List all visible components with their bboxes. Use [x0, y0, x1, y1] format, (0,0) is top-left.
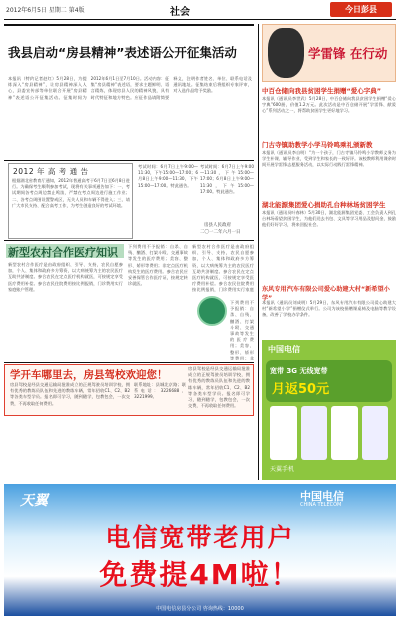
rural-medical-body: 新型农村合作医疗是由政府组织、引导、支持，农民自愿参加，个人、集体和政府多方筹资，以大病统筹为主的农民医疗互助共济制度。参合农民在定点医疗机构就医，可按规定享受医疗费用补偿。参合农民住院费用按比例报销，门诊费用实行家庭账户管理。 — [8, 262, 123, 292]
story2-title: 门古寺镇助教学小学马铃鸣乘礼颁新教 — [262, 141, 373, 149]
header-rule — [4, 19, 396, 20]
main-body: 本报讯（特约记者赵红）5月28日，为提炼深入“房县精神”，让房县精神深入人心，县委宣传部等单位联合开展“房县精神”表述语公开征集活动。征集时间为2012年6月1日至7月10日。活动内容：征集“房县精神”表述语，要求主题鲜明、语言精炼，体现房县人民的精神风貌，具有时代特征和地方特色。应征作品请附简要释义，注明作者姓名、单位、联系电话及通讯地址。征集结束后将组织专家评审，对入选作品给予奖励。 — [8, 76, 252, 100]
green-ad-product: 天翼手机 — [270, 466, 295, 473]
story1-body: 本报讯（通讯员李世武）5月28日，中百仓储向我县贫困学生捐赠“爱心字典”600册，价值1.2万元。此次活动是中百仓储开展“学雷锋、献爱心”系列活动之一，将帮助贫困学生更好地学习。 — [262, 96, 396, 114]
phone-icon — [362, 406, 389, 460]
lei-feng-banner-text: 学雷锋 在行动 — [308, 46, 388, 61]
lei-feng-portrait-icon — [268, 28, 304, 78]
rural-medical-body-cont: 下列费用不予报销：自杀、自残、酗酒、打架斗殴、交通事故等发生的医疗费用；美容、整形、矫形等费用；非定点医疗机构发生的医疗费用。参合农民应妥善保管合作医疗证，按规定转诊就医。 — [128, 244, 188, 287]
exam-notice-title: 2012 年 高 考 通 告 — [13, 167, 89, 176]
driving-school-contact: 联系地址：县城北京路；联系电话：3226688、3221999。 — [134, 382, 186, 400]
exam-notice-body-cont: 考试时间：6月7日上午9:00—11:30，下午15:00—17:00；6月8日上午9:00—11:30，下午15:00—17:00。特此通告。 — [138, 164, 198, 188]
exam-notice-body: 根据湖北省教育厅通知，2012年普通高考于6月7日至6月8日进行。为确保考生顺利参加考试，现将有关事项通告如下：一、考试期间各考点周边禁止鸣笛，严禁在考点周边进行施工作业；二、各考点周围设置警戒区，无关人员和车辆不得进入；三、请广大市民支持、配合高考工作，为考生创造良好的考试环境。 — [12, 178, 130, 208]
bottom-ad-footer: 中国电信房县分公司 咨询热线：10000 — [156, 606, 244, 612]
column-divider — [258, 24, 259, 480]
exam-notice-date: 二〇一二年六月一日 — [200, 230, 241, 235]
main-headline: 我县启动“房县精神”表述语公开征集活动 — [8, 45, 237, 60]
green-ad-brand: 中国电信 — [268, 345, 300, 354]
exam-notice-body-cont2: 考试时间：6月7日上午9:00—11:30，下午15:00—17:00；6月8日上午9:00—11:30，下午15:00—17:00。特此通告。 — [200, 164, 254, 194]
story3-title: 湖北能源集团爱心捐助孔台种林场贫困学生 — [262, 201, 386, 209]
rural-medical-body-cont3: 下列费用不予报销：自杀、自残、酗酒、打架斗殴、交通事故等发生的医疗费用；美容、整形、矫形等费用；非 — [230, 300, 254, 360]
issue-date: 2012年6月5日 星期二 第4版 — [6, 7, 85, 14]
green-ad-tagline: 宽带 3G 无线宽带 — [270, 367, 328, 375]
bottom-ad-line2: 免费提4M啦！ — [99, 558, 301, 591]
bottom-ad-brand-en: CHINA TELECOM — [300, 502, 342, 508]
rural-medical-body-cont2: 新型农村合作医疗是由政府组织、引导、支持，农民自愿参加，个人、集体和政府多方筹资，以大病统筹为主的农民医疗互助共济制度。参合农民在定点医疗机构就医，可按规定享受医疗费用补偿。参合农民住院费用按比例报销，门诊费用实行家庭 — [192, 244, 254, 293]
exam-notice-signer: 房县人民政府 — [204, 223, 231, 228]
story1-title: 中百仓储向我县贫困学生捐赠“爱心字典” — [262, 87, 382, 95]
phone-icon — [270, 406, 297, 460]
medical-bottom-rule — [4, 362, 254, 363]
exam-notice-box — [8, 163, 133, 239]
driving-school-body: 房县驾校是经县交通运输局批准成立的正规驾驶员培训学校，拥有优秀的教练员队伍和先进的教练车辆，常年招收C1、C2、B2等各类车型学员。报名即可学习，随到随学，包教包会，一次交费，不再收取任何费用。 — [10, 382, 130, 406]
main-top-rule — [4, 24, 254, 26]
phone-icon — [331, 406, 358, 460]
story4-body: 本报讯（通讯员刘成明）5月29日，东风专用汽车有限公司爱心助建大村“新希望小学”捐赠仪式举行。公司为该校捐赠课桌椅及电脑等教学设备，改善了学校办学条件。 — [262, 300, 396, 318]
medical-emblem-icon — [197, 296, 227, 326]
driving-school-body-cont: 房县驾校是经县交通运输局批准成立的正规驾驶员培训学校，拥有优秀的教练员队伍和先进的教练车辆，常年招收C1、C2、B2等各类车型学员。报名即可学习，随到随学，包教包会，一次交费，不再收取任何费用。 — [188, 366, 250, 409]
bottom-ad-line1: 电信宽带老用户 — [105, 523, 295, 552]
phone-icon — [301, 406, 328, 460]
story4-title: 东风专用汽车有限公司爱心助建大村“新希望小学” — [262, 286, 390, 302]
story3-body: 本报讯（通讯员叶春林）5月30日，湖北能源集团党委、工会负责人到孔台林场看望贫困学生，为他们送去书包、文具等学习用品及慰问金，鼓励他们好好学习，将来回报社会。 — [262, 210, 396, 228]
masthead-logo: 今日彭县 — [330, 2, 392, 17]
main-bottom-rule — [4, 160, 254, 161]
driving-school-headline: 学开车哪里去，房县驾校欢迎您！ — [10, 369, 168, 381]
bottom-ad-brand-right: 中国电信 — [300, 490, 344, 503]
rural-medical-title: 新型农村合作医疗知识 — [8, 246, 118, 259]
bottom-ad-brand-left: 天翼 — [20, 493, 48, 509]
green-ad-promo: 月返50元 — [272, 382, 330, 397]
exam-bottom-rule — [4, 240, 254, 241]
story2-body: 本报讯（通讯员李自明）“为一个孩子，门古寺镇马铃鸣小学教师义务为学生补课、辅导作业，受到学生和家长的一致好评。该校教师利用课余时间开展学雷锋志愿服务活动，以实际行动践行雷锋精神。 — [262, 150, 396, 168]
phone-row — [270, 406, 388, 460]
section-title: 社会 — [170, 7, 190, 18]
